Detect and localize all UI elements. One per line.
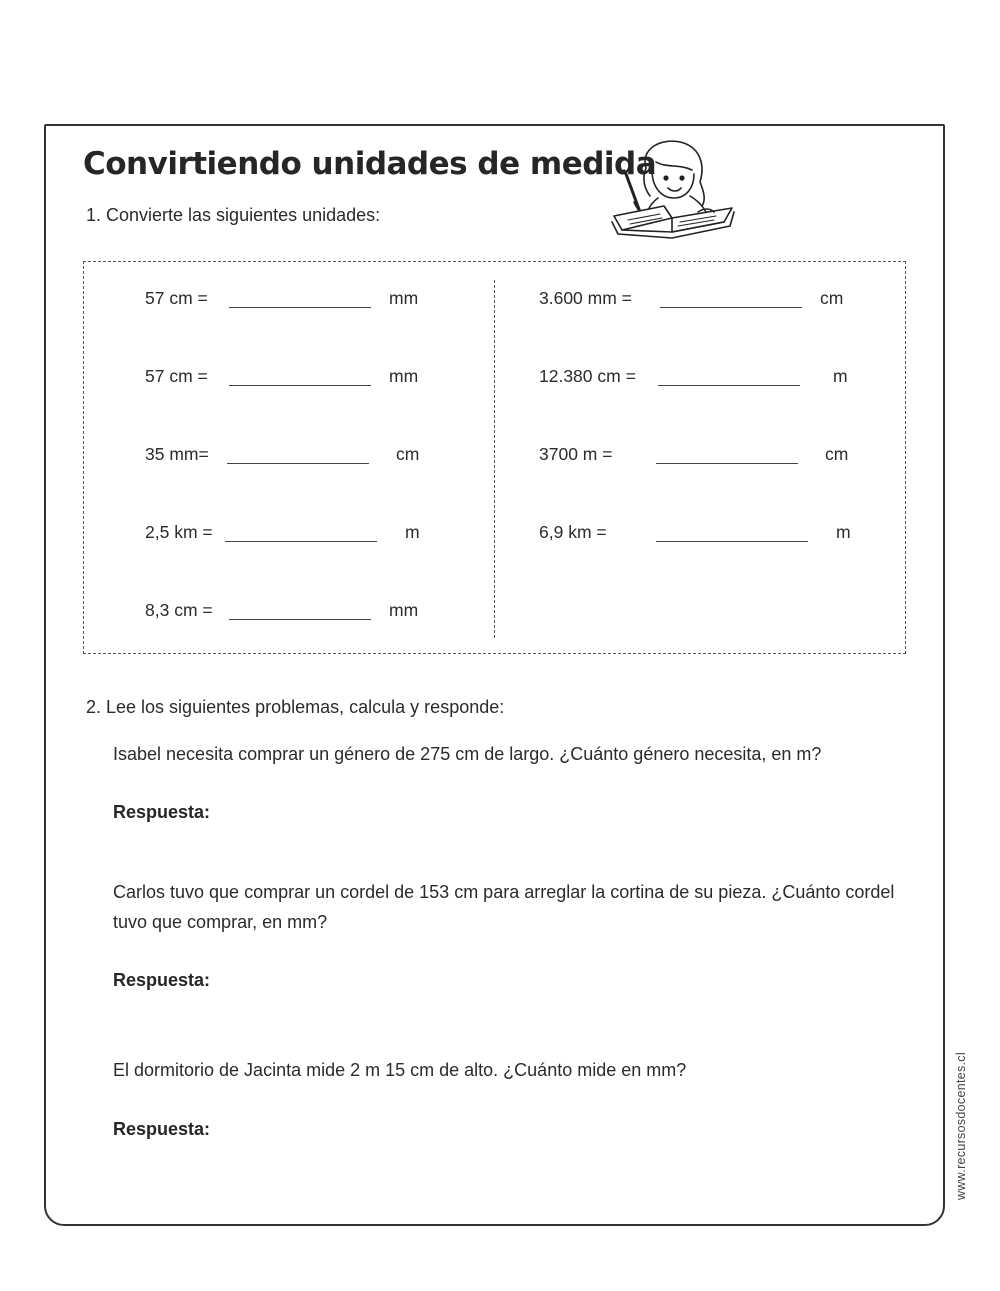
conversion-expression: 6,9 km =	[539, 522, 607, 542]
target-unit: m	[833, 366, 848, 386]
answer-blank[interactable]	[229, 619, 371, 620]
target-unit: m	[405, 522, 420, 542]
answer-blank[interactable]	[229, 307, 371, 308]
target-unit: cm	[820, 288, 844, 308]
target-unit: mm	[389, 366, 419, 386]
conversion-expression: 57 cm =	[145, 288, 208, 308]
problem-text: Isabel necesita comprar un género de 275 cm de largo. ¿Cuánto género necesita, en m?	[113, 744, 822, 764]
problem-text: Carlos tuvo que comprar un cordel de 153 cm para arreglar la cortina de su pieza. ¿Cuánto cordel tuvo que comprar, en mm?	[113, 882, 895, 932]
conversion-expression: 35 mm=	[145, 444, 209, 464]
answer-blank[interactable]	[658, 385, 800, 386]
target-unit: m	[836, 522, 851, 542]
conversion-expression: 12.380 cm =	[539, 366, 636, 386]
answer-blank[interactable]	[656, 541, 808, 542]
answer-blank[interactable]	[225, 541, 377, 542]
conversion-expression: 3.600 mm =	[539, 288, 632, 308]
page-title: Convirtiendo unidades de medida	[83, 146, 657, 182]
problem-text: El dormitorio de Jacinta mide 2 m 15 cm de alto. ¿Cuánto mide en mm?	[113, 1060, 687, 1080]
answer-label: Respuesta:	[113, 970, 211, 990]
conversion-expression: 2,5 km =	[145, 522, 213, 542]
conversion-expression: 8,3 cm =	[145, 600, 213, 620]
girl-writing-icon	[606, 134, 738, 242]
conversion-expression: 57 cm =	[145, 366, 208, 386]
website-credit: www.recursosdocentes.cl	[954, 1052, 968, 1200]
answer-label: Respuesta:	[113, 802, 211, 822]
answer-blank[interactable]	[227, 463, 369, 464]
conversion-expression: 3700 m =	[539, 444, 613, 464]
target-unit: cm	[396, 444, 420, 464]
section1-instruction: 1. Convierte las siguientes unidades:	[86, 205, 381, 225]
answer-blank[interactable]	[229, 385, 371, 386]
conversion-divider	[494, 280, 495, 638]
answer-label: Respuesta:	[113, 1119, 211, 1139]
target-unit: cm	[825, 444, 849, 464]
section2-instruction: 2. Lee los siguientes problemas, calcula y responde:	[86, 697, 505, 717]
target-unit: mm	[389, 600, 419, 620]
target-unit: mm	[389, 288, 419, 308]
answer-blank[interactable]	[660, 307, 802, 308]
answer-blank[interactable]	[656, 463, 798, 464]
